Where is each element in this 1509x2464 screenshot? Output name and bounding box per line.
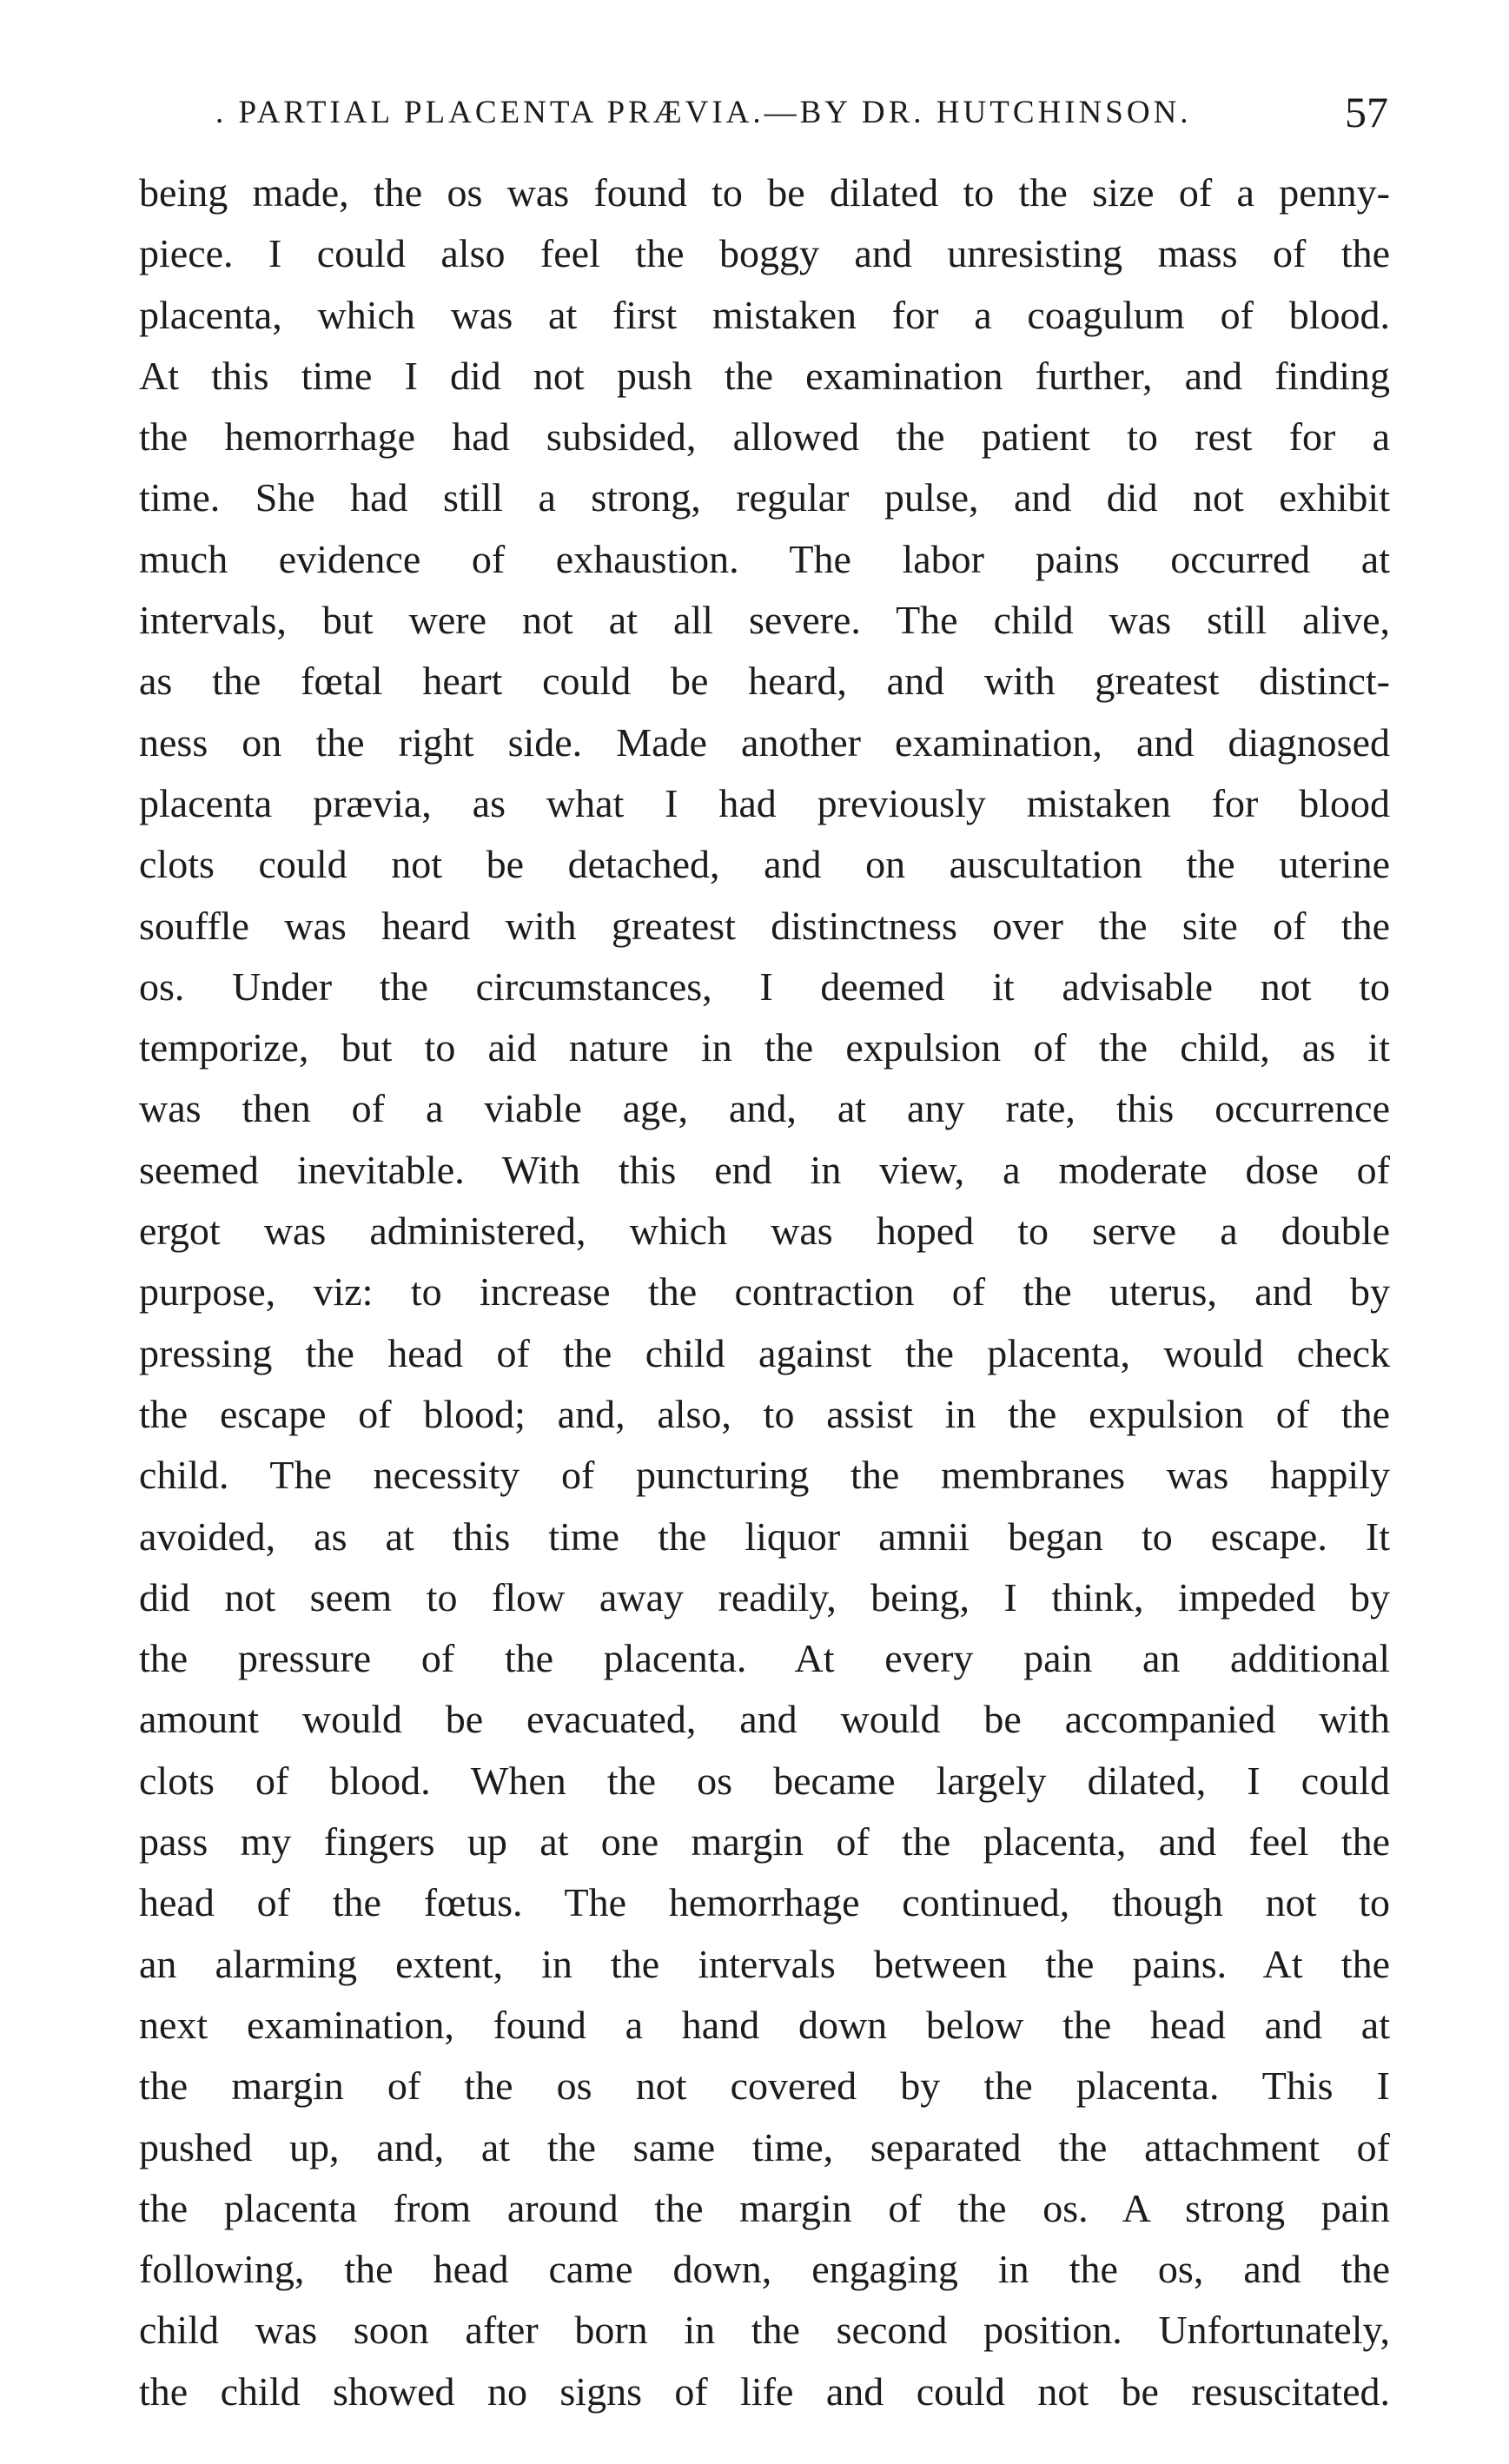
text-line: was then of a viable age, and, at any rate, this occurrence xyxy=(139,1086,1390,1131)
text-line: an alarming extent, in the intervals between the pains. At the xyxy=(139,1941,1390,1986)
text-line: clots could not be detached, and on auscultation the uterine xyxy=(139,842,1390,887)
text-line: souffle was heard with greatest distinctness over the site of the xyxy=(139,903,1390,948)
text-line: time. She had still a strong, regular pulse, and did not exhibit xyxy=(139,475,1390,520)
text-line: ness on the right side. Made another examination, and diagnosed xyxy=(139,719,1390,765)
text-line: the pressure of the placenta. At every pain an additional xyxy=(139,1636,1390,1681)
text-line: amount would be evacuated, and would be accompanied with xyxy=(139,1697,1390,1742)
text-line: piece. I could also feel the boggy and unresisting mass of the xyxy=(139,231,1390,276)
text-line: os. Under the circumstances, I deemed it advisable not to xyxy=(139,964,1390,1009)
text-line: being made, the os was found to be dilated to the size of a penny- xyxy=(139,170,1390,215)
text-line: following, the head came down, engaging in the os, and the xyxy=(139,2247,1390,2292)
text-line: temporize, but to aid nature in the expulsion of the child, as it xyxy=(139,1025,1390,1070)
text-line: as the fœtal heart could be heard, and with greatest distinct- xyxy=(139,659,1390,704)
running-head: . PARTIAL PLACENTA PRÆVIA.—BY DR. HUTCHINSON. xyxy=(215,95,1192,130)
page-header xyxy=(215,87,1388,148)
text-line: the margin of the os not covered by the placenta. This I xyxy=(139,2063,1390,2109)
text-line: placenta prævia, as what I had previously mistaken for blood xyxy=(139,780,1390,825)
text-line: ergot was administered, which was hoped to serve a double xyxy=(139,1209,1390,1254)
text-line: avoided, as at this time the liquor amnii began to escape. It xyxy=(139,1514,1390,1559)
page-number: 57 xyxy=(1345,88,1388,136)
text-line: pressing the head of the child against the placenta, would check xyxy=(139,1330,1390,1375)
text-line: the escape of blood; and, also, to assist in the expulsion of the xyxy=(139,1391,1390,1436)
text-line: At this time I did not push the examination further, and finding xyxy=(139,353,1390,398)
text-line: much evidence of exhaustion. The labor pains occurred at xyxy=(139,536,1390,581)
text-line: pass my fingers up at one margin of the placenta, and feel the xyxy=(139,1819,1390,1865)
text-line: pushed up, and, at the same time, separated the attachment of xyxy=(139,2124,1390,2169)
text-line: placenta, which was at first mistaken for a coagulum of blood. xyxy=(139,292,1390,337)
text-line: the placenta from around the margin of the os. A strong pain xyxy=(139,2185,1390,2230)
text-line: next examination, found a hand down below the head and at xyxy=(139,2002,1390,2047)
text-line: intervals, but were not at all severe. The child was still alive, xyxy=(139,598,1390,643)
text-line: the child showed no signs of life and could not be resuscitated. xyxy=(139,2368,1390,2414)
text-line: purpose, viz: to increase the contraction of the uterus, and by xyxy=(139,1269,1390,1315)
text-line: did not seem to flow away readily, being, I think, impeded by xyxy=(139,1574,1390,1619)
text-line: the hemorrhage had subsided, allowed the patient to rest for a xyxy=(139,414,1390,460)
text-line: child was soon after born in the second position. Unfortunately, xyxy=(139,2308,1390,2353)
text-line: seemed inevitable. With this end in view, a moderate dose of xyxy=(139,1147,1390,1192)
text-line: clots of blood. When the os became largely dilated, I could xyxy=(139,1758,1390,1803)
body-paragraph xyxy=(139,162,1390,2422)
text-line: head of the fœtus. The hemorrhage continued, though not to xyxy=(139,1880,1390,1925)
text-line: child. The necessity of puncturing the membranes was happily xyxy=(139,1453,1390,1498)
